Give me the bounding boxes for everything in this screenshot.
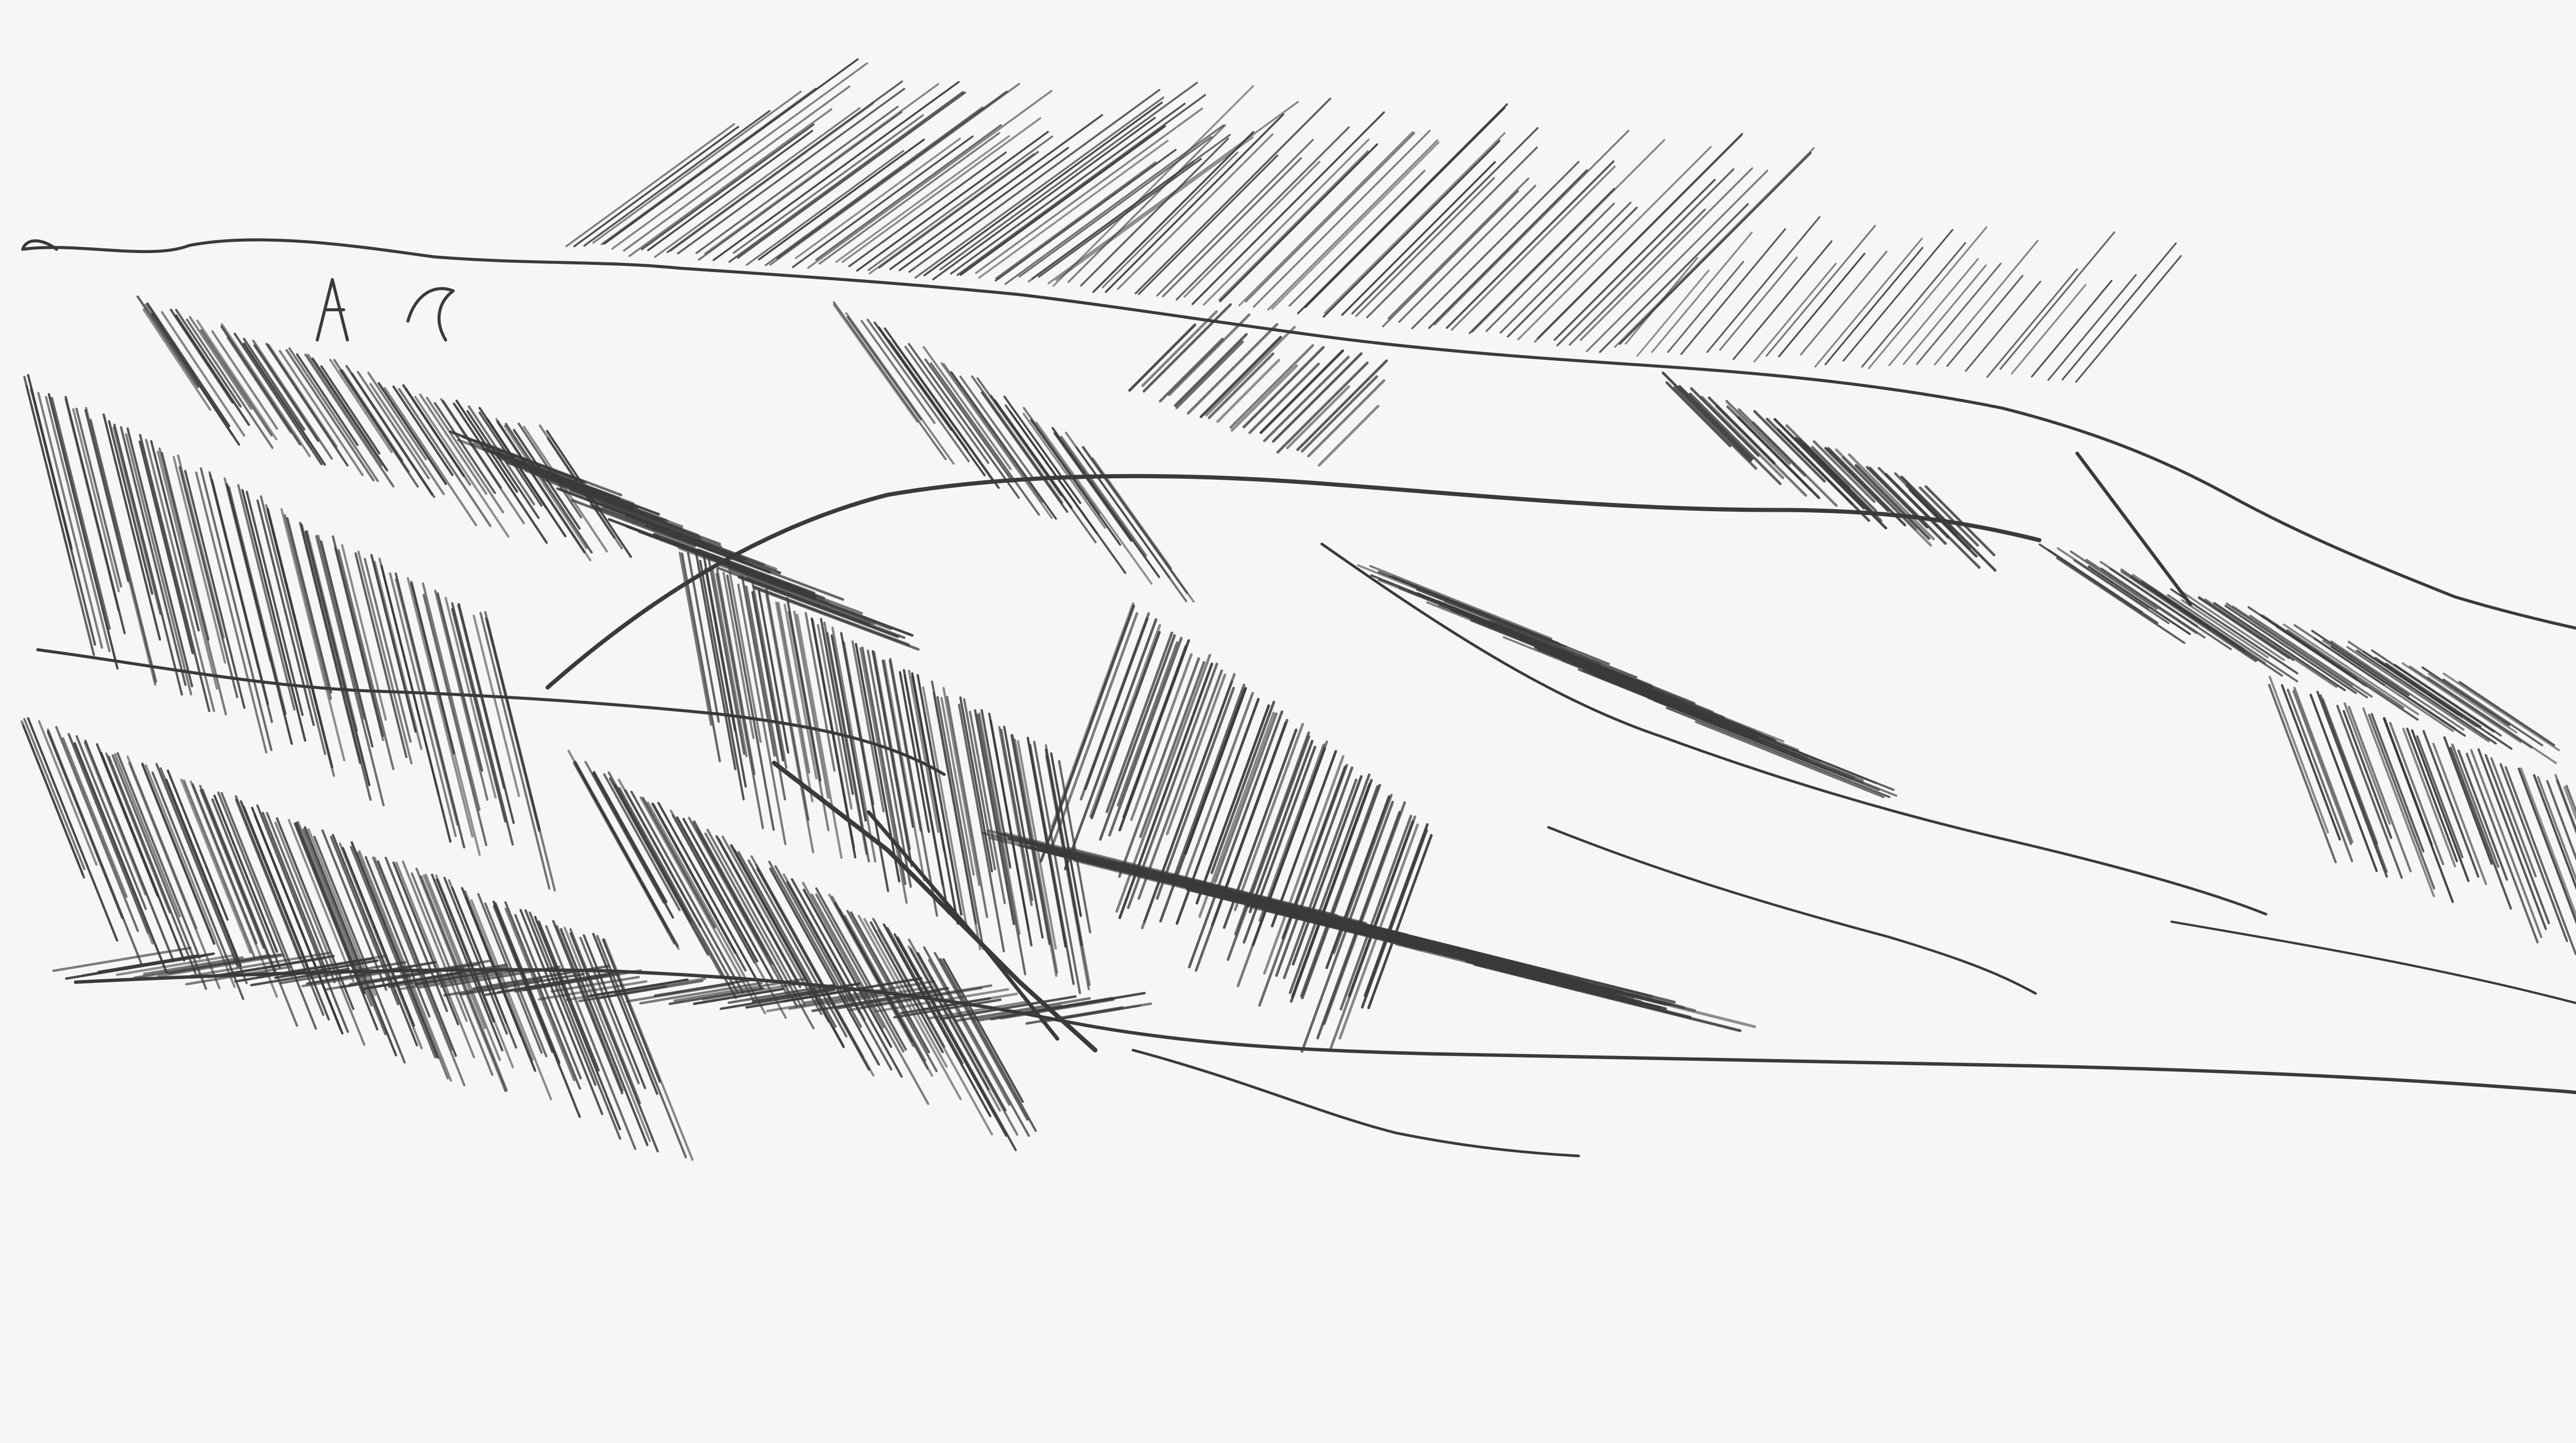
shading-hatches — [22, 296, 2576, 1160]
hatch-stroke — [1755, 411, 1825, 481]
hatch-stroke — [1501, 203, 1631, 332]
hatch-stroke — [415, 397, 509, 536]
hatch-stroke — [929, 960, 1009, 1105]
hatch-stroke — [571, 490, 721, 546]
hatch-stroke — [1086, 618, 1147, 789]
hatch-stroke — [770, 868, 879, 1064]
hatch-stroke — [1309, 380, 1384, 456]
hatch-stroke — [1325, 133, 1504, 313]
hatch-stroke — [313, 359, 387, 471]
hatch-stroke — [2371, 714, 2423, 851]
hatch-stroke — [1486, 204, 1614, 331]
hatch-stroke — [1496, 623, 1651, 685]
hatch-stroke — [2294, 691, 2351, 844]
hatch-stroke — [302, 525, 370, 799]
hatch-stroke — [671, 103, 873, 250]
shore-line-lower — [1133, 1050, 1579, 1156]
hatch-stroke — [1055, 433, 1131, 541]
hatch-stroke — [2460, 682, 2554, 745]
hatch-stroke — [1779, 254, 1865, 356]
hatch-stroke — [1445, 945, 1674, 1002]
hatch-stroke — [1302, 377, 1377, 451]
hatch-stroke — [28, 718, 117, 941]
hatch-stroke — [286, 350, 374, 480]
hatch-stroke — [1571, 657, 1783, 742]
hatch-stroke — [1264, 757, 1343, 974]
hatch-stroke — [1370, 566, 1551, 639]
hatch-stroke — [2459, 750, 2507, 879]
hatch-stroke — [46, 397, 109, 651]
hatch-stroke — [916, 97, 1163, 278]
hatch-stroke — [1177, 127, 1349, 299]
hatch-stroke — [243, 490, 306, 741]
hatch-stroke — [2312, 631, 2409, 695]
hatch-stroke — [1615, 148, 1814, 347]
hatch-stroke — [566, 124, 734, 246]
hatch-stroke — [1675, 388, 1756, 468]
hatch-stroke — [1061, 437, 1146, 556]
sky-hatching — [566, 59, 2181, 382]
hatch-stroke — [924, 103, 1162, 275]
hatch-stroke — [770, 84, 1019, 265]
hatch-stroke — [1683, 706, 1894, 790]
hatch-stroke — [31, 389, 95, 645]
hatch-stroke — [2444, 674, 2559, 750]
hatch-stroke — [1175, 334, 1246, 406]
hatch-stroke — [2032, 281, 2112, 377]
hatch-stroke — [2110, 569, 2231, 649]
hatch-center-upper — [834, 303, 1194, 602]
hatch-stroke — [1691, 715, 1851, 779]
hatch-stroke — [1734, 241, 1832, 359]
hatch-stroke — [1815, 239, 1922, 366]
hatch-stroke — [624, 87, 850, 250]
hatch-stroke — [1235, 724, 1302, 910]
hatch-stroke — [2182, 600, 2267, 658]
hatch-stroke — [1037, 423, 1151, 583]
hatch-stroke — [1261, 351, 1343, 433]
hatch-stroke — [166, 780, 241, 965]
hatch-stroke — [561, 484, 720, 544]
hatch-stroke — [1904, 265, 1986, 364]
hatch-stroke — [1429, 170, 1587, 328]
hatch-stroke — [912, 674, 958, 924]
hatch-stroke — [2284, 625, 2418, 714]
hatch-stroke — [138, 296, 198, 387]
hatch-stroke — [255, 815, 341, 1029]
hatch-stroke — [399, 389, 490, 526]
hatch-stroke — [452, 603, 513, 845]
hatch-stroke — [1889, 259, 1978, 365]
hatch-stroke — [1118, 135, 1273, 289]
hatch-stroke — [1869, 227, 1986, 368]
hatch-stroke — [2206, 599, 2336, 687]
hatch-stroke — [584, 111, 770, 245]
hatch-stroke — [1412, 585, 1560, 645]
hatch-stroke — [1581, 169, 1752, 340]
hatch-stroke — [2076, 256, 2181, 382]
hatch-left-mid — [451, 432, 919, 649]
hatch-stroke — [2048, 275, 2136, 380]
hatch-stroke — [1076, 447, 1186, 601]
hatch-stroke — [1518, 147, 1711, 339]
hatch-far-right-low — [2269, 677, 2576, 1068]
hatch-stroke — [2154, 591, 2282, 676]
slope-line-right — [1548, 827, 2036, 994]
hatch-stroke — [1204, 140, 1369, 305]
hatch-stroke — [158, 452, 217, 689]
hatch-stroke — [128, 429, 192, 686]
hatch-stroke — [1278, 363, 1367, 452]
sky-hatch-mid — [1053, 86, 1814, 352]
hatch-stroke — [2001, 232, 2114, 369]
hatch-stroke — [1302, 785, 1380, 998]
hatch-stroke — [196, 473, 266, 752]
hatch-stroke — [1508, 208, 1637, 337]
hatch-stroke — [2349, 707, 2410, 871]
hatch-stroke — [900, 148, 1068, 270]
ridge-figure-left — [317, 279, 348, 340]
hatch-stroke — [793, 137, 973, 267]
hatch-stroke — [1219, 152, 1368, 300]
hatch-stroke — [1471, 962, 1643, 1005]
ridge-figure-right — [408, 289, 453, 340]
hatch-stroke — [396, 579, 457, 825]
hatch-stroke — [575, 762, 677, 946]
pencil-strokes — [22, 59, 2576, 1160]
hatch-stroke — [481, 613, 549, 888]
hatch-stroke — [804, 890, 891, 1047]
hatch-stroke — [2428, 678, 2556, 763]
hatch-stroke — [2288, 690, 2352, 861]
hatch-stroke — [1667, 708, 1889, 797]
hatch-stroke — [648, 131, 812, 250]
sky-hatch-left — [566, 59, 1298, 284]
hatch-stroke — [738, 585, 785, 844]
hatch-stroke — [39, 722, 96, 865]
hatch-stroke — [1496, 962, 1755, 1027]
hatch-stroke — [1870, 468, 1946, 544]
hatch-stroke — [1327, 797, 1389, 968]
hatch-stroke — [625, 791, 737, 992]
hatch-stroke — [1220, 144, 1377, 301]
hatch-stroke — [2403, 729, 2455, 866]
hatch-stroke — [1801, 251, 1886, 355]
hatch-center-dark — [1041, 603, 1432, 1051]
hatch-stroke — [1244, 347, 1323, 427]
hatch-stroke — [1352, 128, 1538, 313]
hatch-right-mid — [1358, 565, 1896, 797]
hatch-stroke — [1633, 684, 1798, 750]
hatch-stroke — [160, 448, 226, 714]
hatch-stroke — [2012, 285, 2086, 374]
hatch-stroke — [486, 618, 539, 831]
hatch-stroke — [1917, 264, 2001, 364]
hatch-stroke — [366, 857, 430, 1016]
hatch-stroke — [1767, 226, 1875, 356]
hatch-stroke — [602, 89, 816, 244]
hatch-left-upper — [138, 296, 631, 560]
hatch-stroke — [1702, 397, 1783, 478]
hatch-stroke — [996, 162, 1155, 278]
hatch-stroke — [1349, 821, 1413, 996]
hatch-stroke — [905, 347, 988, 463]
hatch-stroke — [1720, 258, 1797, 350]
hatch-stroke — [1754, 264, 1836, 362]
hatch-stroke — [2282, 685, 2340, 840]
hatch-stroke — [1680, 387, 1752, 459]
hatch-stroke — [76, 409, 121, 586]
hatch-stroke — [437, 879, 494, 1021]
hatch-stroke — [958, 95, 1206, 275]
hatch-stroke — [2369, 715, 2434, 888]
hatch-stroke — [1189, 712, 1282, 967]
hatch-stroke — [1947, 276, 2023, 366]
hatch-stroke — [597, 936, 686, 1157]
beach-streak — [2172, 921, 2576, 1046]
hatch-lower-left — [22, 718, 692, 1160]
hatch-stroke — [1681, 229, 1785, 355]
hatch-stroke — [1696, 716, 1862, 782]
hatch-stroke — [2062, 243, 2176, 380]
hatch-stroke — [1212, 702, 1274, 872]
hatch-stroke — [2071, 551, 2157, 609]
hatch-stroke — [1306, 108, 1504, 307]
hatch-right-upper — [1663, 373, 1995, 570]
hatch-stroke — [1825, 248, 1922, 364]
hatch-stroke — [1475, 964, 1740, 1031]
hatch-stroke — [678, 89, 904, 254]
hatch-stroke — [24, 719, 84, 869]
hatch-stroke — [1647, 694, 1863, 780]
hatch-stroke — [390, 574, 455, 836]
hatch-stroke — [52, 398, 110, 629]
hatch-stroke — [2403, 663, 2521, 742]
